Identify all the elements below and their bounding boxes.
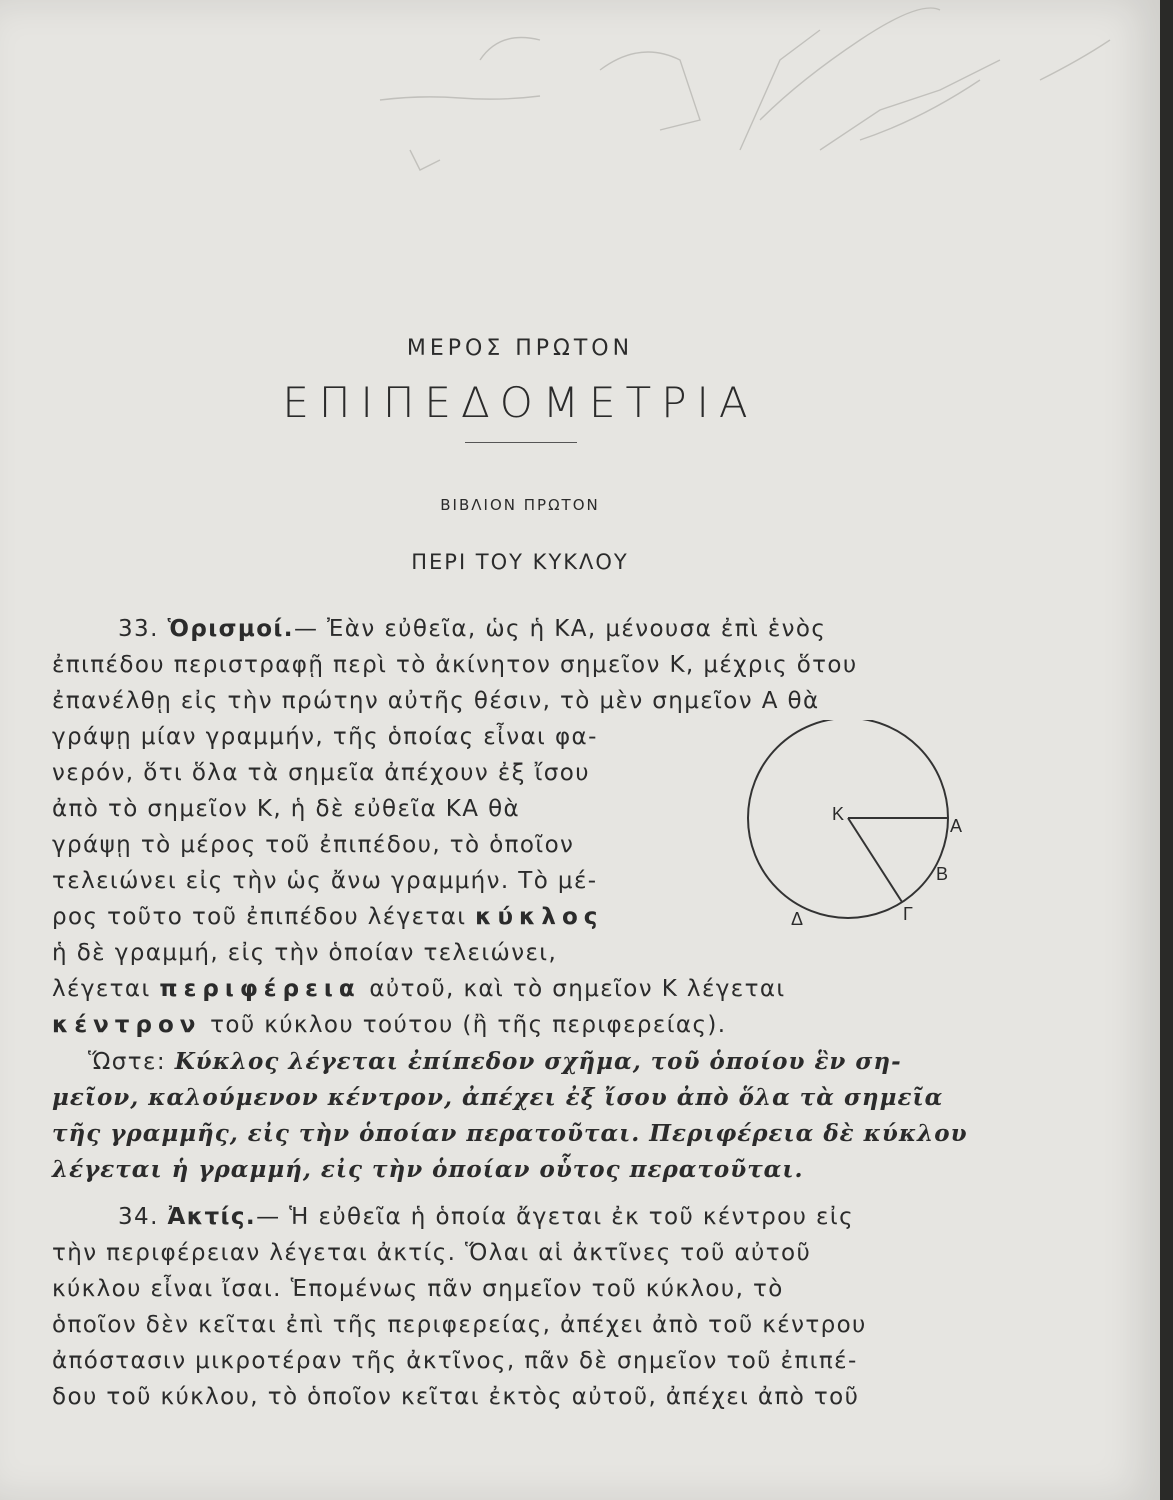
paragraph-line: ὁποῖον δὲν κεῖται ἐπὶ τῆς περιφερείας, ἀπέχει ἀπὸ τοῦ κέντρου bbox=[52, 1312, 867, 1338]
paragraph-line: γράψῃ τὸ μέρος τοῦ ἐπιπέδου, τὸ ὁποῖον bbox=[52, 832, 575, 858]
definition-line: λέγεται ἡ γραμμή, εἰς τὴν ὁποίαν οὗτος περατοῦται. bbox=[52, 1156, 804, 1183]
title-divider bbox=[465, 442, 577, 443]
paragraph-line bbox=[88, 1048, 902, 1075]
chapter-heading: ΠΕΡΙ ΤΟΥ ΚΥΚΛΟΥ bbox=[411, 550, 629, 574]
paragraph-line bbox=[52, 904, 603, 930]
text-span: Ὥστε: bbox=[88, 1049, 175, 1075]
text-span: — Ἡ εὐθεῖα ἡ ὁποία ἄγεται ἐκ τοῦ κέντρου εἰς bbox=[256, 1204, 854, 1230]
section-number: 34. bbox=[118, 1204, 159, 1230]
paragraph-line: ἡ δὲ γραμμή, εἰς τὴν ὁποίαν τελειώνει, bbox=[52, 940, 558, 966]
text-span: — Ἐὰν εὐθεῖα, ὡς ἡ ΚΑ, μένουσα ἐπὶ ἑνὸς bbox=[293, 616, 827, 642]
paragraph-line: ἀπόστασιν μικροτέραν τῆς ἀκτῖνος, πᾶν δὲ σημεῖον τοῦ ἐπιπέ- bbox=[52, 1348, 858, 1374]
section-heading: Ἀκτίς. bbox=[167, 1204, 257, 1230]
paragraph-line bbox=[52, 976, 786, 1002]
label-b: Β bbox=[936, 864, 949, 884]
text-span: ρος τοῦτο τοῦ ἐπιπέδου λέγεται bbox=[52, 904, 476, 930]
paragraph-line bbox=[118, 1204, 854, 1230]
pencil-scribbles bbox=[0, 0, 1160, 200]
book-subheading: ΒΙΒΛΙΟΝ ΠΡΩΤΟΝ bbox=[440, 496, 600, 514]
term-kyklos: κύκλος bbox=[475, 904, 604, 930]
label-g: Γ bbox=[903, 904, 913, 924]
paragraph-line: ἐπανέλθῃ εἰς τὴν πρώτην αὐτῆς θέσιν, τὸ μὲν σημεῖον Α θὰ bbox=[52, 688, 820, 714]
paragraph-line bbox=[52, 1012, 726, 1038]
paragraph-line: νερόν, ὅτι ὅλα τὰ σημεῖα ἀπέχουν ἐξ ἴσου bbox=[52, 760, 590, 786]
radius-kg bbox=[848, 818, 902, 902]
text-span: λέγεται bbox=[52, 976, 160, 1002]
definition-line: τῆς γραμμῆς, εἰς τὴν ὁποίαν περατοῦται. Περιφέρεια δὲ κύκλου bbox=[52, 1120, 968, 1147]
paragraph-line: ἀπὸ τὸ σημεῖον Κ, ἡ δὲ εὐθεῖα ΚΑ θὰ bbox=[52, 796, 521, 822]
paragraph-line: τελειώνει εἰς τὴν ὡς ἄνω γραμμήν. Τὸ μέ- bbox=[52, 868, 598, 894]
paragraph-line: τὴν περιφέρειαν λέγεται ἀκτίς. Ὅλαι αἱ ἀκτῖνες τοῦ αὐτοῦ bbox=[52, 1240, 812, 1266]
section-number: 33. bbox=[118, 616, 159, 642]
paragraph-line: γράψῃ μίαν γραμμήν, τῆς ὁποίας εἶναι φα- bbox=[52, 724, 598, 750]
text-span: τοῦ κύκλου τούτου (ἢ τῆς περιφερείας). bbox=[201, 1012, 727, 1038]
paragraph-line: κύκλου εἶναι ἴσαι. Ἑπομένως πᾶν σημεῖον τοῦ κύκλου, τὸ bbox=[52, 1276, 784, 1302]
paragraph-line: δου τοῦ κύκλου, τὸ ὁποῖον κεῖται ἐκτὸς αὐτοῦ, ἀπέχει ἀπὸ τοῦ bbox=[52, 1384, 860, 1410]
term-kentron: κέντρον bbox=[52, 1012, 202, 1038]
definition-line: μεῖον, καλούμενον κέντρον, ἀπέχει ἐξ ἴσου ἀπὸ ὅλα τὰ σημεῖα bbox=[52, 1084, 944, 1111]
section-heading: Ὁρισμοί. bbox=[167, 616, 294, 642]
paragraph-line bbox=[118, 616, 826, 642]
book-title: ΕΠΙΠΕΔΟΜΕΤΡΙΑ bbox=[282, 378, 758, 427]
part-heading: ΜΕΡΟΣ ΠΡΩΤΟΝ bbox=[406, 336, 634, 361]
label-k: Κ bbox=[832, 804, 845, 824]
definition-text: Κύκλος λέγεται ἐπίπεδον σχῆμα, τοῦ ὁποίου ἓν ση- bbox=[174, 1048, 902, 1075]
term-periferia: περιφέρεια bbox=[159, 976, 361, 1002]
text-span: αὐτοῦ, καὶ τὸ σημεῖον Κ λέγεται bbox=[360, 976, 786, 1002]
label-d: Δ bbox=[791, 909, 804, 929]
label-a: Α bbox=[950, 816, 963, 836]
paragraph-line: ἐπιπέδου περιστραφῇ περὶ τὸ ἀκίνητον σημεῖον Κ, μέχρις ὅτου bbox=[52, 652, 858, 678]
circle-figure bbox=[740, 720, 980, 940]
